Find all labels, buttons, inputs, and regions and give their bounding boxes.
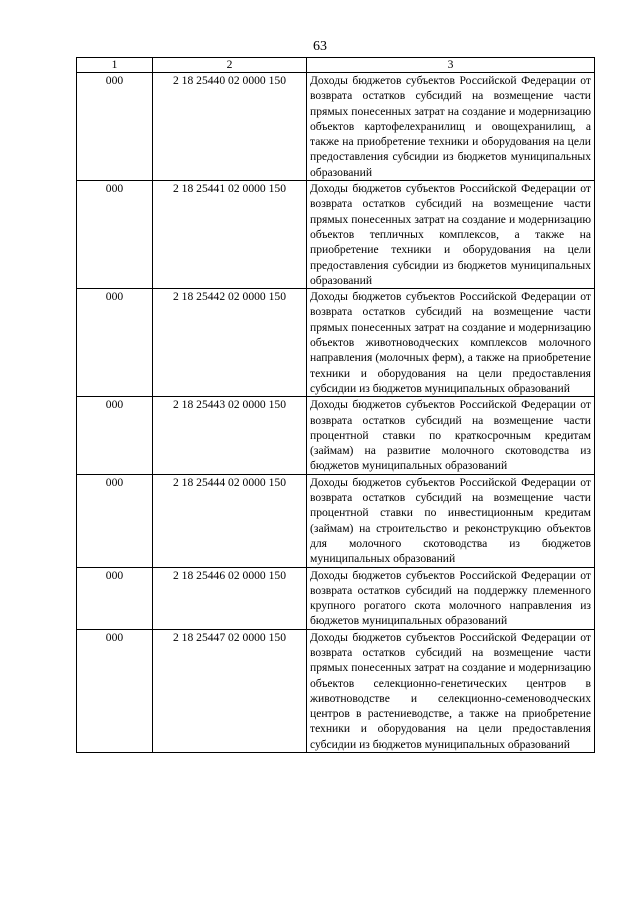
table-row	[77, 474, 595, 567]
column-header-1: 1	[77, 58, 153, 73]
table-row	[77, 629, 595, 752]
revenue-code-cell: 2 18 25440 02 0000 150	[153, 73, 307, 181]
table-row	[77, 397, 595, 474]
description-cell: Доходы бюджетов субъектов Российской Федерации от возврата остатков субсидий на возмещение части прямых понесенных затрат на создание и модернизацию объектов тепличных комплексов, а также на приобретение техники и оборудования на цели предоставления субсидии из бюджетов муниципальных образований	[307, 181, 595, 289]
revenue-code-cell: 2 18 25443 02 0000 150	[153, 397, 307, 474]
column-header-3: 3	[307, 58, 595, 73]
admin-code-cell: 000	[77, 181, 153, 289]
revenue-code-cell: 2 18 25447 02 0000 150	[153, 629, 307, 752]
page-number: 63	[313, 39, 327, 54]
description-cell: Доходы бюджетов субъектов Российской Федерации от возврата остатков субсидий на возмещение части прямых понесенных затрат на создание и модернизацию объектов животноводческих комплексов молочного направления (молочных ферм), а также на приобретение техники и оборудования на цели предоставления субсидии из бюджетов муниципальных образований	[307, 289, 595, 397]
description-cell: Доходы бюджетов субъектов Российской Федерации от возврата остатков субсидий на возмещение части процентной ставки по инвестиционным кредитам (займам) на строительство и реконструкцию объектов для молочного скотоводства из бюджетов муниципальных образований	[307, 474, 595, 567]
revenue-code-cell: 2 18 25446 02 0000 150	[153, 567, 307, 629]
description-cell: Доходы бюджетов субъектов Российской Федерации от возврата остатков субсидий на возмещение части прямых понесенных затрат на создание и модернизацию объектов селекционно-генетических центров в животноводстве и селекционно-семеноводческих центров в растениеводстве, а также на приобретение техники и оборудования на цели предоставления субсидии из бюджетов муниципальных образований	[307, 629, 595, 752]
description-cell: Доходы бюджетов субъектов Российской Федерации от возврата остатков субсидий на возмещение части процентной ставки по краткосрочным кредитам (займам) на развитие молочного скотоводства из бюджетов муниципальных образований	[307, 397, 595, 474]
table-row	[77, 289, 595, 397]
table-header-row	[77, 58, 595, 73]
revenue-code-cell: 2 18 25442 02 0000 150	[153, 289, 307, 397]
table-row	[77, 73, 595, 181]
description-cell: Доходы бюджетов субъектов Российской Федерации от возврата остатков субсидий на возмещение части прямых понесенных затрат на создание и модернизацию объектов картофелехранилищ и овощехранилищ, а также на приобретение техники и оборудования на цели предоставления субсидии из бюджетов муниципальных образований	[307, 73, 595, 181]
admin-code-cell: 000	[77, 289, 153, 397]
table-row	[77, 567, 595, 629]
admin-code-cell: 000	[77, 474, 153, 567]
revenue-code-cell: 2 18 25444 02 0000 150	[153, 474, 307, 567]
revenue-code-cell: 2 18 25441 02 0000 150	[153, 181, 307, 289]
admin-code-cell: 000	[77, 567, 153, 629]
admin-code-cell: 000	[77, 73, 153, 181]
admin-code-cell: 000	[77, 629, 153, 752]
description-cell: Доходы бюджетов субъектов Российской Федерации от возврата остатков субсидий на поддержку племенного крупного рогатого скота молочного направления из бюджетов муниципальных образований	[307, 567, 595, 629]
budget-classification-table	[76, 57, 595, 753]
column-header-2: 2	[153, 58, 307, 73]
admin-code-cell: 000	[77, 397, 153, 474]
table-row	[77, 181, 595, 289]
